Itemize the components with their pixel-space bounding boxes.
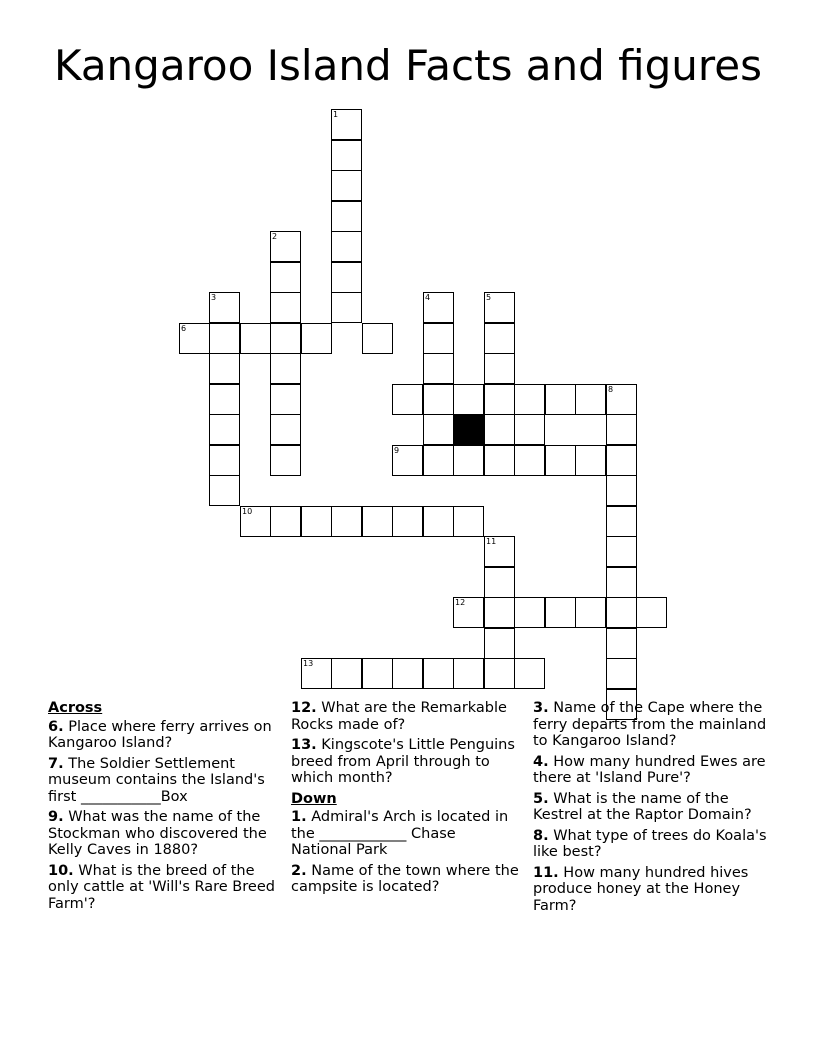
- grid-cell[interactable]: [606, 628, 637, 659]
- grid-cell[interactable]: [362, 323, 393, 354]
- grid-cell[interactable]: [484, 323, 515, 354]
- clue-number-label: 9: [394, 446, 400, 455]
- grid-cell[interactable]: [331, 170, 362, 201]
- grid-cell[interactable]: [423, 445, 454, 476]
- clue-text: Admiral's Arch is located in the ____________ Chase National Park: [291, 809, 509, 858]
- grid-cell[interactable]: [270, 353, 301, 384]
- grid-cell[interactable]: [301, 323, 332, 354]
- grid-cell[interactable]: [453, 658, 484, 689]
- grid-cell[interactable]: [240, 506, 271, 537]
- clue-number: 8.: [533, 827, 549, 844]
- clue-text: Name of the town where the campsite is located?: [291, 862, 519, 895]
- grid-cell[interactable]: [362, 658, 393, 689]
- grid-cell[interactable]: [209, 445, 240, 476]
- grid-cell[interactable]: [484, 597, 515, 628]
- clue-number: 10.: [48, 862, 74, 879]
- grid-cell[interactable]: [484, 628, 515, 659]
- clues-column-3: [533, 700, 773, 918]
- grid-cell[interactable]: [484, 292, 515, 323]
- grid-cell[interactable]: [514, 414, 545, 445]
- grid-cell[interactable]: [423, 414, 454, 445]
- grid-cell[interactable]: [453, 384, 484, 415]
- clue-number-label: 4: [425, 293, 431, 302]
- clue-number-label: 12: [455, 598, 466, 607]
- clue-text: What type of trees do Koala's like best?: [533, 827, 767, 860]
- grid-cell[interactable]: [606, 658, 637, 689]
- grid-cell[interactable]: [606, 536, 637, 567]
- grid-cell[interactable]: [209, 414, 240, 445]
- clue-text: What are the Remarkable Rocks made of?: [291, 700, 507, 733]
- clue-number: 12.: [291, 700, 317, 716]
- grid-cell[interactable]: [209, 323, 240, 354]
- clue-number: 11.: [533, 864, 559, 881]
- grid-cell[interactable]: [606, 445, 637, 476]
- grid-cell[interactable]: [179, 323, 210, 354]
- grid-cell[interactable]: [514, 658, 545, 689]
- clue-number-label: 11: [486, 537, 497, 546]
- grid-cell[interactable]: [209, 384, 240, 415]
- grid-cell[interactable]: [484, 658, 515, 689]
- grid-cell[interactable]: [423, 658, 454, 689]
- clue-number-label: 2: [272, 232, 278, 241]
- grid-cell[interactable]: [270, 323, 301, 354]
- grid-cell[interactable]: [270, 506, 301, 537]
- clue: [291, 700, 519, 733]
- clue-number: 2.: [291, 862, 307, 879]
- clue: [291, 863, 519, 896]
- clue-text: Place where ferry arrives on Kangaroo Island?: [48, 718, 272, 751]
- grid-cell[interactable]: [545, 597, 576, 628]
- grid-cell[interactable]: [270, 384, 301, 415]
- grid-cell[interactable]: [270, 262, 301, 293]
- grid-cell[interactable]: [270, 292, 301, 323]
- grid-cell[interactable]: [331, 109, 362, 140]
- grid-cell[interactable]: [331, 292, 362, 323]
- grid-cell[interactable]: [575, 445, 606, 476]
- clue-number: 4.: [533, 753, 549, 770]
- grid-cell[interactable]: [331, 231, 362, 262]
- clue-text: Kingscote's Little Penguins breed from April through to which month?: [291, 737, 515, 786]
- clue-text: How many hundred hives produce honey at the Honey Farm?: [533, 864, 749, 914]
- clue-number-label: 1: [333, 110, 339, 119]
- clue: [48, 719, 280, 752]
- grid-cell[interactable]: [270, 445, 301, 476]
- grid-cell[interactable]: [606, 597, 637, 628]
- grid-cell[interactable]: [423, 506, 454, 537]
- grid-cell[interactable]: [423, 384, 454, 415]
- clue-text: What is the breed of the only cattle at 'Will's Rare Breed Farm'?: [48, 862, 275, 912]
- black-square: [453, 414, 484, 445]
- grid-cell[interactable]: [270, 231, 301, 262]
- grid-cell[interactable]: [453, 597, 484, 628]
- grid-cell[interactable]: [575, 597, 606, 628]
- grid-cell[interactable]: [423, 353, 454, 384]
- grid-cell[interactable]: [331, 140, 362, 171]
- grid-cell[interactable]: [453, 506, 484, 537]
- clue: [48, 863, 280, 913]
- down-heading: Down: [291, 790, 337, 807]
- grid-cell[interactable]: [362, 506, 393, 537]
- grid-cell[interactable]: [270, 414, 301, 445]
- clue-number: 6.: [48, 718, 64, 735]
- clue-text: Name of the Cape where the ferry departs from the mainland to Kangaroo Island?: [533, 700, 767, 749]
- grid-cell[interactable]: [453, 445, 484, 476]
- grid-cell[interactable]: [606, 414, 637, 445]
- clue-number-label: 13: [303, 659, 314, 668]
- clue: [291, 737, 519, 787]
- clue-number: 9.: [48, 809, 64, 825]
- grid-cell[interactable]: [301, 506, 332, 537]
- grid-cell[interactable]: [606, 384, 637, 415]
- grid-cell[interactable]: [606, 567, 637, 598]
- clues-column-2: [291, 700, 519, 900]
- grid-cell[interactable]: [209, 353, 240, 384]
- clue-number: 7.: [48, 755, 64, 772]
- grid-cell[interactable]: [514, 384, 545, 415]
- clue: [533, 865, 773, 915]
- grid-cell[interactable]: [606, 506, 637, 537]
- clue-number: 1.: [291, 809, 307, 825]
- grid-cell[interactable]: [331, 658, 362, 689]
- clue-number-label: 10: [242, 507, 253, 516]
- grid-cell[interactable]: [209, 475, 240, 506]
- clue: [533, 754, 773, 787]
- grid-cell[interactable]: [301, 658, 332, 689]
- clue: [48, 809, 280, 859]
- grid-cell[interactable]: [636, 597, 667, 628]
- clue-text: How many hundred Ewes are there at 'Island Pure'?: [533, 753, 766, 786]
- grid-cell[interactable]: [423, 323, 454, 354]
- grid-cell[interactable]: [392, 506, 423, 537]
- across-heading: Across: [48, 700, 103, 716]
- clue: [533, 700, 773, 750]
- grid-cell[interactable]: [331, 262, 362, 293]
- grid-cell[interactable]: [484, 567, 515, 598]
- clues-column-1: [48, 700, 280, 916]
- clue-text: What is the name of the Kestrel at the Raptor Domain?: [533, 790, 752, 823]
- clue-number-label: 5: [486, 293, 492, 302]
- clue: [533, 791, 773, 824]
- grid-cell[interactable]: [484, 445, 515, 476]
- clue-number: 3.: [533, 700, 549, 716]
- grid-cell[interactable]: [484, 414, 515, 445]
- grid-cell[interactable]: [514, 597, 545, 628]
- clue-number-label: 8: [608, 385, 614, 394]
- puzzle-title: Kangaroo Island Facts and figures: [54, 41, 762, 90]
- grid-cell[interactable]: [545, 384, 576, 415]
- grid-cell[interactable]: [392, 384, 423, 415]
- clue: [533, 828, 773, 861]
- clue-number-label: 3: [211, 293, 217, 302]
- grid-cell[interactable]: [545, 445, 576, 476]
- grid-cell[interactable]: [484, 353, 515, 384]
- clue-number: 13.: [291, 737, 317, 753]
- grid-cell[interactable]: [514, 445, 545, 476]
- grid-cell[interactable]: [392, 445, 423, 476]
- grid-cell[interactable]: [606, 475, 637, 506]
- grid-cell[interactable]: [575, 384, 606, 415]
- grid-cell[interactable]: [423, 292, 454, 323]
- clue-text: What was the name of the Stockman who discovered the Kelly Caves in 1880?: [48, 809, 267, 858]
- clue-number-label: 6: [181, 324, 187, 333]
- grid-cell[interactable]: [484, 536, 515, 567]
- clue: [48, 756, 280, 806]
- clue-text: The Soldier Settlement museum contains the Island's first ___________Box: [48, 755, 265, 805]
- grid-cell[interactable]: [331, 506, 362, 537]
- grid-cell[interactable]: [392, 658, 423, 689]
- grid-cell[interactable]: [240, 323, 271, 354]
- grid-cell[interactable]: [484, 384, 515, 415]
- clue: [291, 809, 519, 859]
- clue-number: 5.: [533, 790, 549, 807]
- grid-cell[interactable]: [209, 292, 240, 323]
- grid-cell[interactable]: [331, 201, 362, 232]
